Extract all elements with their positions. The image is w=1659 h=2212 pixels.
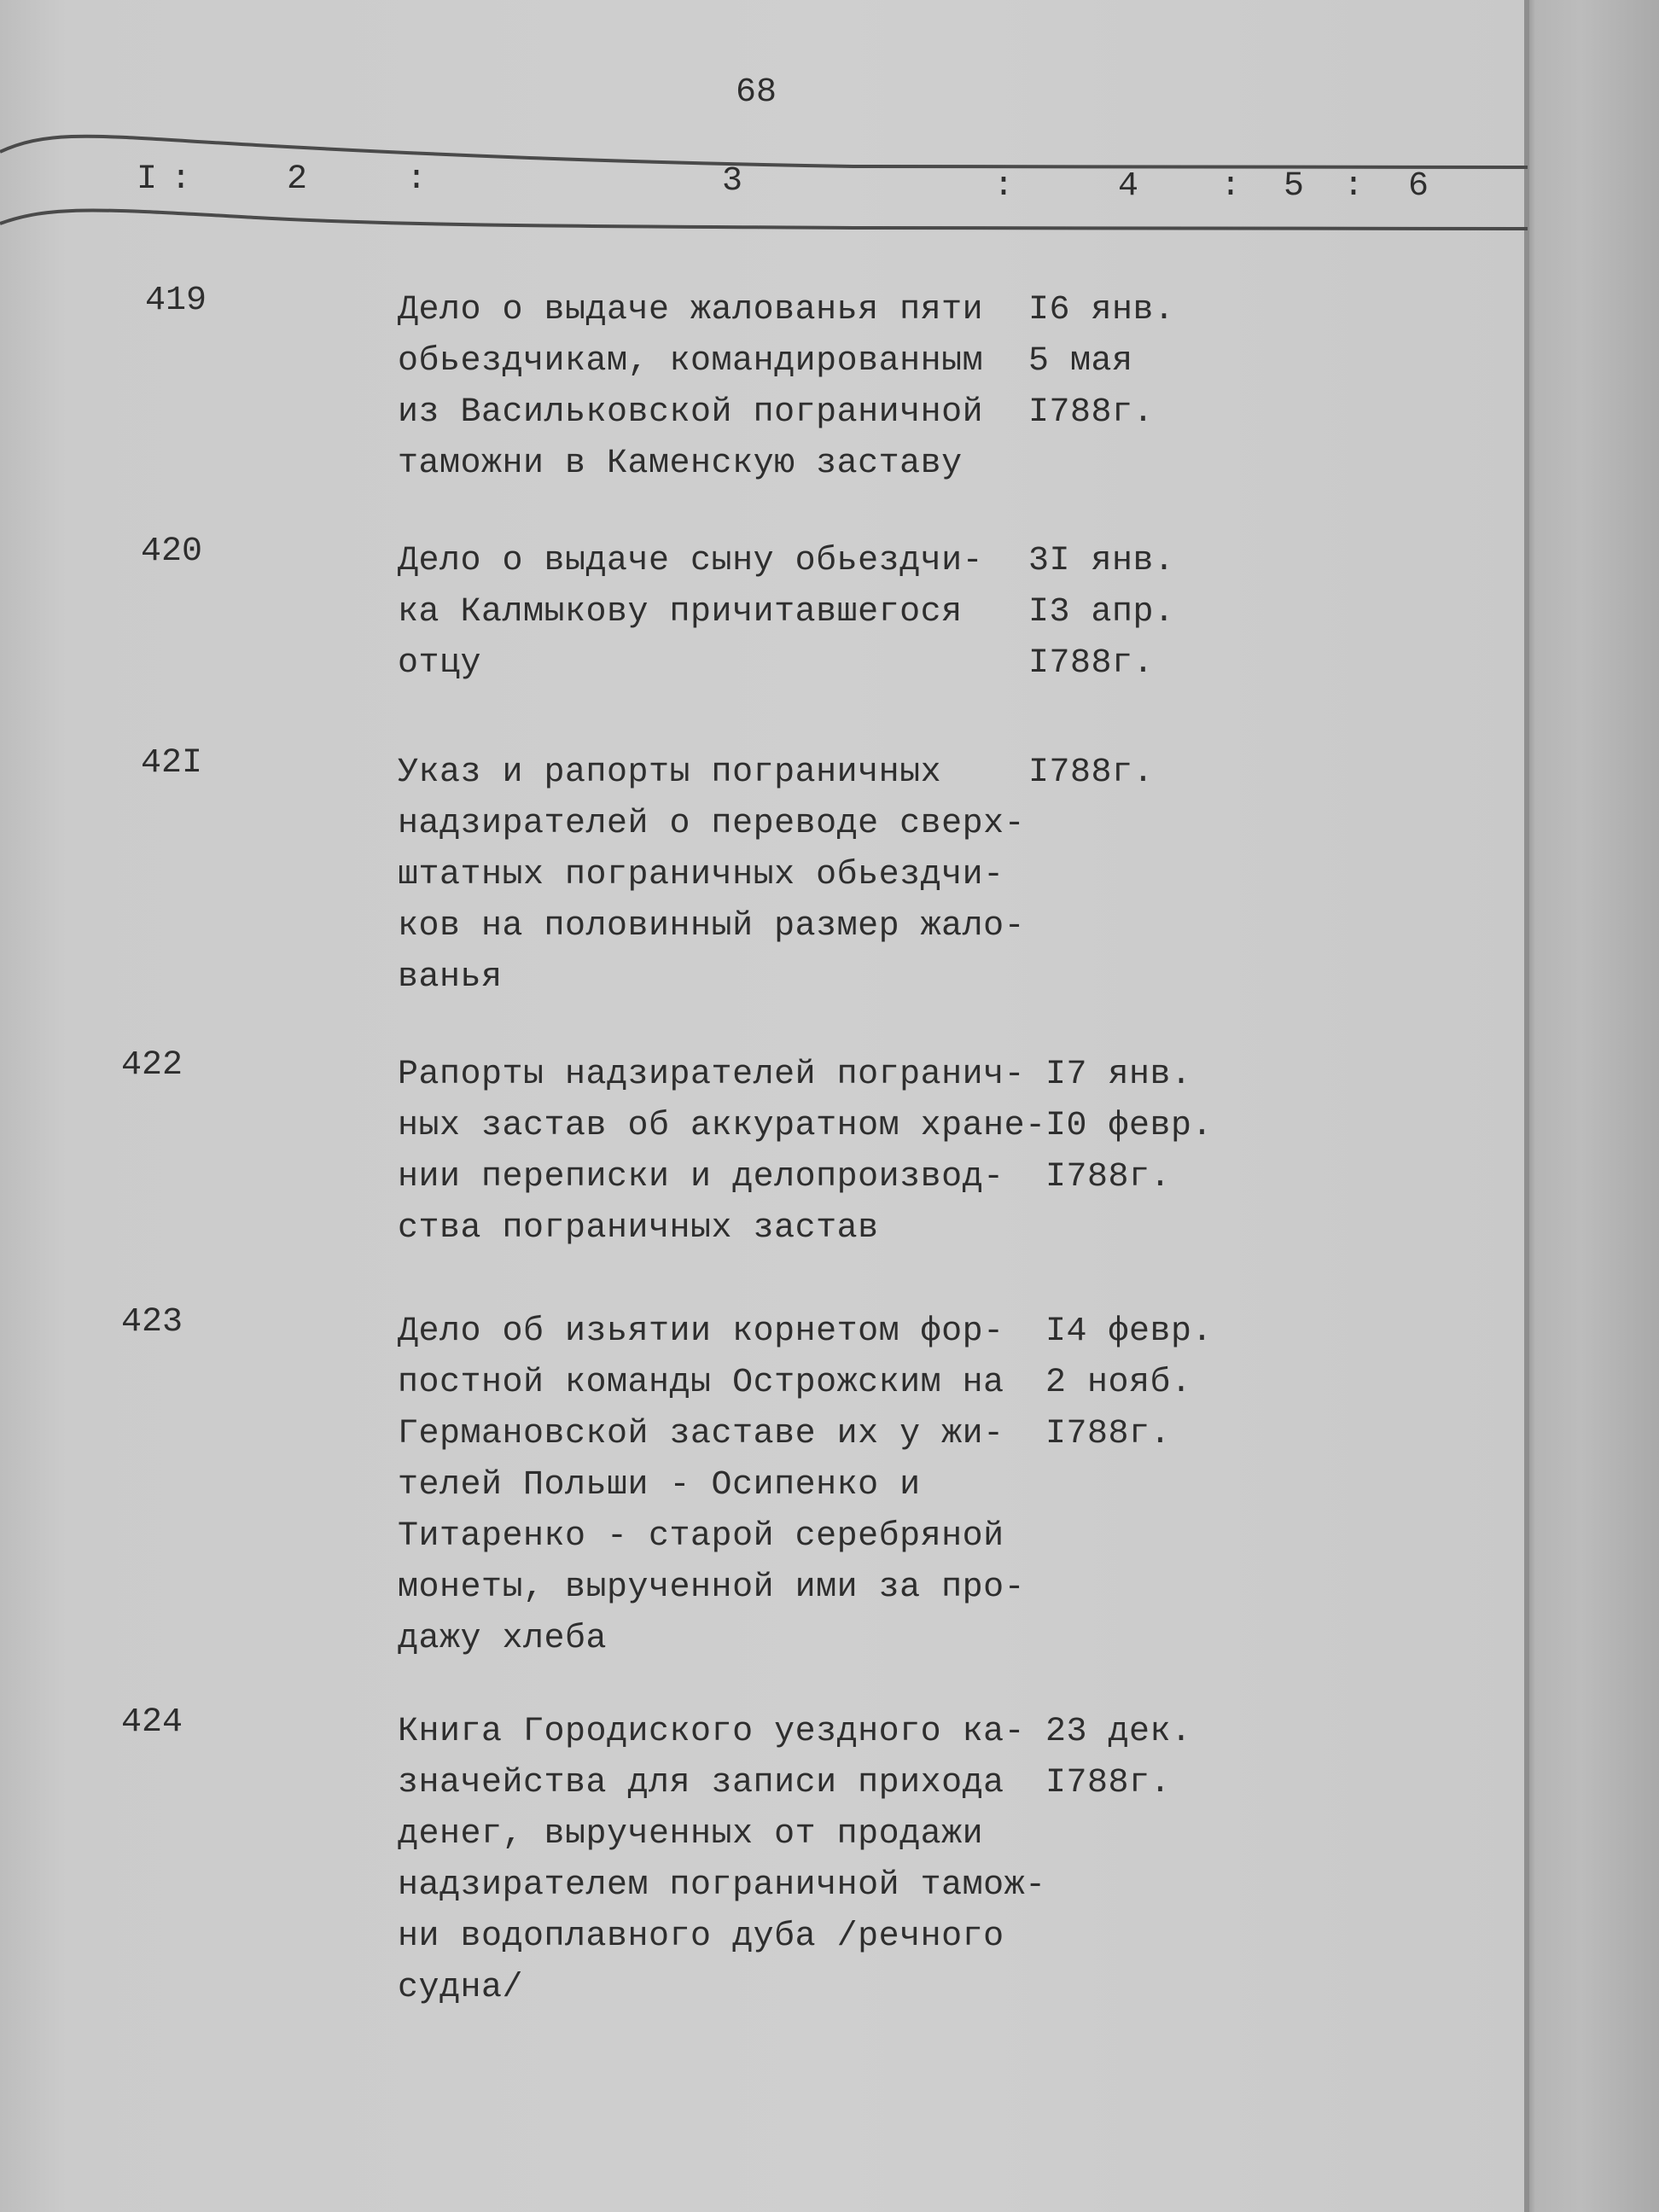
entry-date-line: I4 февр. bbox=[1045, 1313, 1214, 1351]
entry-title-line: обьездчикам, командированным bbox=[398, 342, 984, 381]
entry-date-line: I3 апр. bbox=[1028, 593, 1175, 632]
column-number: I bbox=[137, 160, 158, 199]
entry-title-line: Указ и рапорты пограничных bbox=[398, 754, 942, 792]
entry-title bbox=[398, 536, 983, 690]
entry-title-line: Рапорты надзирателей погранич- bbox=[398, 1056, 1026, 1094]
entry-title-line: нии переписки и делопроизвод- bbox=[398, 1158, 1004, 1196]
entry-dates bbox=[1028, 748, 1154, 799]
entry-title-line: Дело о выдаче сыну обьездчи- bbox=[398, 542, 984, 580]
entry-title bbox=[398, 1707, 1046, 2014]
entry-date-line: I6 янв. bbox=[1028, 291, 1175, 329]
entry-title-line: ства пограничных застав bbox=[398, 1209, 879, 1248]
entry-number: 42I bbox=[141, 744, 203, 783]
entry-number: 420 bbox=[141, 533, 203, 571]
entry-date-line: 5 мая bbox=[1028, 342, 1133, 381]
column-separator: : bbox=[1343, 167, 1365, 206]
header-top-rule bbox=[0, 137, 1528, 167]
entry-title-line: ванья bbox=[398, 958, 503, 997]
entry-title-line: Книга Городиского уездного ка- bbox=[398, 1713, 1026, 1751]
entry-title-line: Германовской заставе их у жи- bbox=[398, 1415, 1004, 1453]
entry-dates bbox=[1045, 1307, 1213, 1460]
column-number: 3 bbox=[722, 162, 743, 201]
entry-number: 424 bbox=[121, 1703, 183, 1742]
entry-title-line: Дело об изьятии корнетом фор- bbox=[398, 1313, 1004, 1351]
page-edge bbox=[1524, 0, 1529, 2212]
entry-title bbox=[398, 748, 1025, 1004]
entry-title-line: Титаренко - старой серебряной bbox=[398, 1517, 1004, 1556]
entry-date-line: 3I янв. bbox=[1028, 542, 1175, 580]
entry-dates bbox=[1045, 1707, 1192, 1809]
entry-title-line: надзирателем пограничной тамож- bbox=[398, 1866, 1046, 1905]
entry-dates bbox=[1028, 285, 1175, 439]
entry-title-line: судна/ bbox=[398, 1969, 524, 2007]
entry-title-line: надзирателей о переводе сверх- bbox=[398, 805, 1026, 843]
entry-date-line: I788г. bbox=[1028, 754, 1155, 792]
column-separator: : bbox=[406, 160, 428, 199]
entry-date-line: I788г. bbox=[1028, 393, 1155, 432]
entry-number: 419 bbox=[145, 282, 207, 320]
entry-title bbox=[398, 1050, 1046, 1254]
column-separator: : bbox=[171, 160, 192, 199]
entry-number: 423 bbox=[121, 1303, 183, 1342]
column-number: 6 bbox=[1408, 167, 1429, 206]
entry-title bbox=[398, 285, 983, 490]
page-edge-shadow bbox=[1528, 0, 1659, 2212]
entry-title-line: из Васильковской пограничной bbox=[398, 393, 984, 432]
entry-title-line: ни водоплавного дуба /речного bbox=[398, 1918, 1004, 1956]
entry-title-line: ков на половинный размер жало- bbox=[398, 907, 1026, 946]
column-number: 4 bbox=[1118, 167, 1139, 206]
entry-title-line: ка Калмыкову причитавшегося bbox=[398, 593, 963, 632]
entry-title-line: телей Польши - Осипенко и bbox=[398, 1466, 921, 1505]
entry-title-line: отцу bbox=[398, 644, 482, 683]
header-bottom-rule bbox=[0, 210, 1528, 229]
entry-title-line: значейства для записи прихода bbox=[398, 1764, 1004, 1802]
entry-date-line: 2 нояб. bbox=[1045, 1364, 1192, 1402]
column-number: 5 bbox=[1284, 167, 1305, 206]
entry-title-line: монеты, вырученной ими за про- bbox=[398, 1569, 1026, 1607]
entry-title-line: Дело о выдаче жалованья пяти bbox=[398, 291, 984, 329]
entry-title-line: штатных пограничных обьездчи- bbox=[398, 856, 1004, 894]
entry-title-line: постной команды Острожским на bbox=[398, 1364, 1004, 1402]
entry-date-line: I788г. bbox=[1028, 644, 1155, 683]
entry-dates bbox=[1045, 1050, 1213, 1203]
column-separator: : bbox=[1220, 167, 1242, 206]
entry-date-line: I0 февр. bbox=[1045, 1107, 1214, 1145]
entry-dates bbox=[1028, 536, 1175, 690]
entry-date-line: 23 дек. bbox=[1045, 1713, 1192, 1751]
entry-date-line: I788г. bbox=[1045, 1764, 1172, 1802]
entry-title bbox=[398, 1307, 1025, 1665]
entry-title-line: таможни в Каменскую заставу bbox=[398, 445, 963, 483]
entry-date-line: I7 янв. bbox=[1045, 1056, 1192, 1094]
entry-title-line: ных застав об аккуратном хране- bbox=[398, 1107, 1046, 1145]
entry-date-line: I788г. bbox=[1045, 1415, 1172, 1453]
entry-number: 422 bbox=[121, 1046, 183, 1085]
column-separator: : bbox=[993, 167, 1015, 206]
entry-date-line: I788г. bbox=[1045, 1158, 1172, 1196]
column-number: 2 bbox=[287, 160, 308, 199]
page-number: 68 bbox=[736, 73, 777, 112]
header-rules bbox=[0, 0, 1659, 273]
entry-title-line: дажу хлеба bbox=[398, 1620, 608, 1658]
entry-title-line: денег, вырученных от продажи bbox=[398, 1815, 984, 1854]
